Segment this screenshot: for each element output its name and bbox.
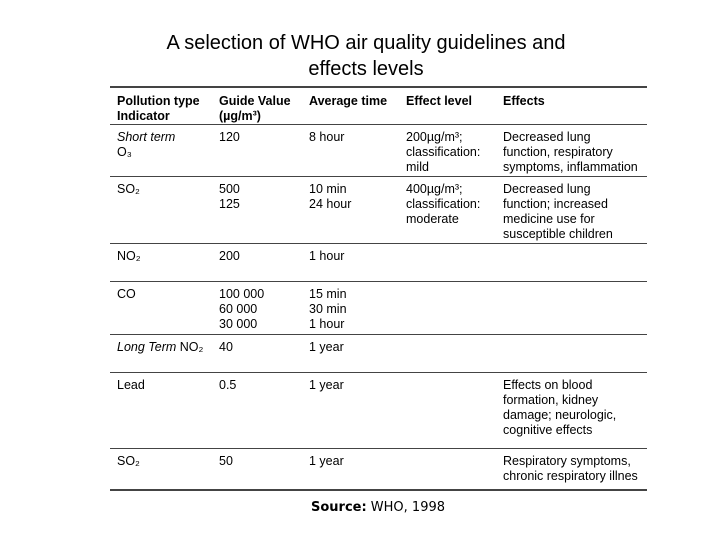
header-line: (µg/m³) <box>219 109 261 123</box>
header-effects <box>496 87 647 125</box>
cell-effect-level <box>399 335 496 373</box>
pollutant-name: O₃ <box>117 145 132 159</box>
cell-effects <box>496 177 647 244</box>
cell-line: 200µg/m³; <box>406 130 463 144</box>
cell-guide-value <box>212 282 302 335</box>
cell-line: 60 000 <box>219 302 258 316</box>
table-row <box>110 335 647 373</box>
guidelines-table <box>110 86 647 491</box>
pollutant-name: SO₂ <box>117 454 140 468</box>
header-line: Effect level <box>406 94 473 108</box>
cell-line: 40 <box>219 340 233 354</box>
cell-effect-level <box>399 449 496 490</box>
cell-line: 200 <box>219 249 240 263</box>
cell-average-time <box>302 282 399 335</box>
cell-line: Decreased lung <box>503 182 591 196</box>
cell-line: damage; neurologic, <box>503 408 617 422</box>
cell-average-time <box>302 373 399 449</box>
cell-line: formation, kidney <box>503 393 599 407</box>
cell-line: moderate <box>406 212 459 226</box>
table-row <box>110 177 647 244</box>
table-row <box>110 449 647 490</box>
source-citation <box>0 500 720 515</box>
header-guide-value <box>212 87 302 125</box>
cell-line: 8 hour <box>309 130 345 144</box>
cell-guide-value <box>212 373 302 449</box>
cell-line: 100 000 <box>219 287 265 301</box>
cell-line: Effects on blood <box>503 378 593 392</box>
header-line: Indicator <box>117 109 170 123</box>
cell-line: 50 <box>219 454 233 468</box>
cell-pollutant <box>110 177 212 244</box>
cell-effect-level <box>399 373 496 449</box>
cell-guide-value <box>212 244 302 282</box>
cell-effect-level <box>399 125 496 177</box>
cell-line: 10 min <box>309 182 347 196</box>
table-header <box>110 87 647 125</box>
cell-average-time <box>302 335 399 373</box>
cell-line: 0.5 <box>219 378 237 392</box>
pollutant-name: SO₂ <box>117 182 140 196</box>
cell-line: 400µg/m³; <box>406 182 463 196</box>
cell-line: mild <box>406 160 429 174</box>
cell-effect-level <box>399 244 496 282</box>
cell-line: classification: <box>406 145 481 159</box>
cell-effects <box>496 244 647 282</box>
cell-pollutant <box>110 373 212 449</box>
table-row <box>110 125 647 177</box>
cell-line: susceptible children <box>503 227 613 241</box>
header-line: Effects <box>503 94 545 108</box>
header-line: Pollution type <box>117 94 200 108</box>
pollutant-term: Short term <box>117 130 176 144</box>
header-row <box>110 87 647 125</box>
cell-line: 120 <box>219 130 240 144</box>
cell-line: symptoms, inflammation <box>503 160 638 174</box>
cell-pollutant <box>110 335 212 373</box>
cell-line: 24 hour <box>309 197 352 211</box>
cell-effect-level <box>399 177 496 244</box>
cell-line: 1 year <box>309 454 344 468</box>
cell-effects <box>496 335 647 373</box>
cell-line: 30 000 <box>219 317 258 331</box>
cell-effects <box>496 282 647 335</box>
cell-line: function, respiratory <box>503 145 613 159</box>
source-text: WHO, 1998 <box>366 500 446 515</box>
header-line: Average time <box>309 94 388 108</box>
cell-line: medicine use for <box>503 212 595 226</box>
header-line: Guide Value <box>219 94 291 108</box>
cell-line: 1 year <box>309 378 344 392</box>
cell-effects <box>496 125 647 177</box>
cell-pollutant <box>110 125 212 177</box>
table-row <box>110 244 647 282</box>
table-body <box>110 125 647 490</box>
cell-effects <box>496 449 647 490</box>
header-pollution-type <box>110 87 212 125</box>
cell-line: cognitive effects <box>503 423 593 437</box>
cell-effect-level <box>399 282 496 335</box>
cell-average-time <box>302 177 399 244</box>
header-average-time <box>302 87 399 125</box>
table-row <box>110 282 647 335</box>
cell-guide-value <box>212 335 302 373</box>
pollutant-name: CO <box>117 287 136 301</box>
cell-line: function; increased <box>503 197 608 211</box>
cell-pollutant <box>110 449 212 490</box>
header-effect-level <box>399 87 496 125</box>
pollutant-name: NO₂ <box>179 340 204 354</box>
pollutant-name: Lead <box>117 378 145 392</box>
cell-line: chronic respiratory illnes <box>503 469 638 483</box>
cell-line: 500 <box>219 182 240 196</box>
source-label: Source: <box>310 500 367 515</box>
cell-line: 30 min <box>309 302 347 316</box>
cell-line: 15 min <box>309 287 347 301</box>
cell-pollutant <box>110 244 212 282</box>
pollutant-name: NO₂ <box>117 249 141 263</box>
table-row <box>110 373 647 449</box>
cell-effects <box>496 373 647 449</box>
title-line-2: effects levels <box>308 58 424 80</box>
cell-line: classification: <box>406 197 481 211</box>
cell-guide-value <box>212 177 302 244</box>
cell-line: 1 hour <box>309 249 345 263</box>
cell-average-time <box>302 449 399 490</box>
cell-average-time <box>302 125 399 177</box>
cell-average-time <box>302 244 399 282</box>
title-line-1: A selection of WHO air quality guidelines and <box>166 32 566 54</box>
cell-line: Decreased lung <box>503 130 591 144</box>
slide-title <box>0 30 720 82</box>
cell-line: 1 hour <box>309 317 345 331</box>
cell-pollutant <box>110 282 212 335</box>
cell-line: 1 year <box>309 340 344 354</box>
cell-guide-value <box>212 449 302 490</box>
pollutant-term: Long Term <box>117 340 177 354</box>
cell-line: 125 <box>219 197 240 211</box>
cell-line: Respiratory symptoms, <box>503 454 631 468</box>
cell-guide-value <box>212 125 302 177</box>
